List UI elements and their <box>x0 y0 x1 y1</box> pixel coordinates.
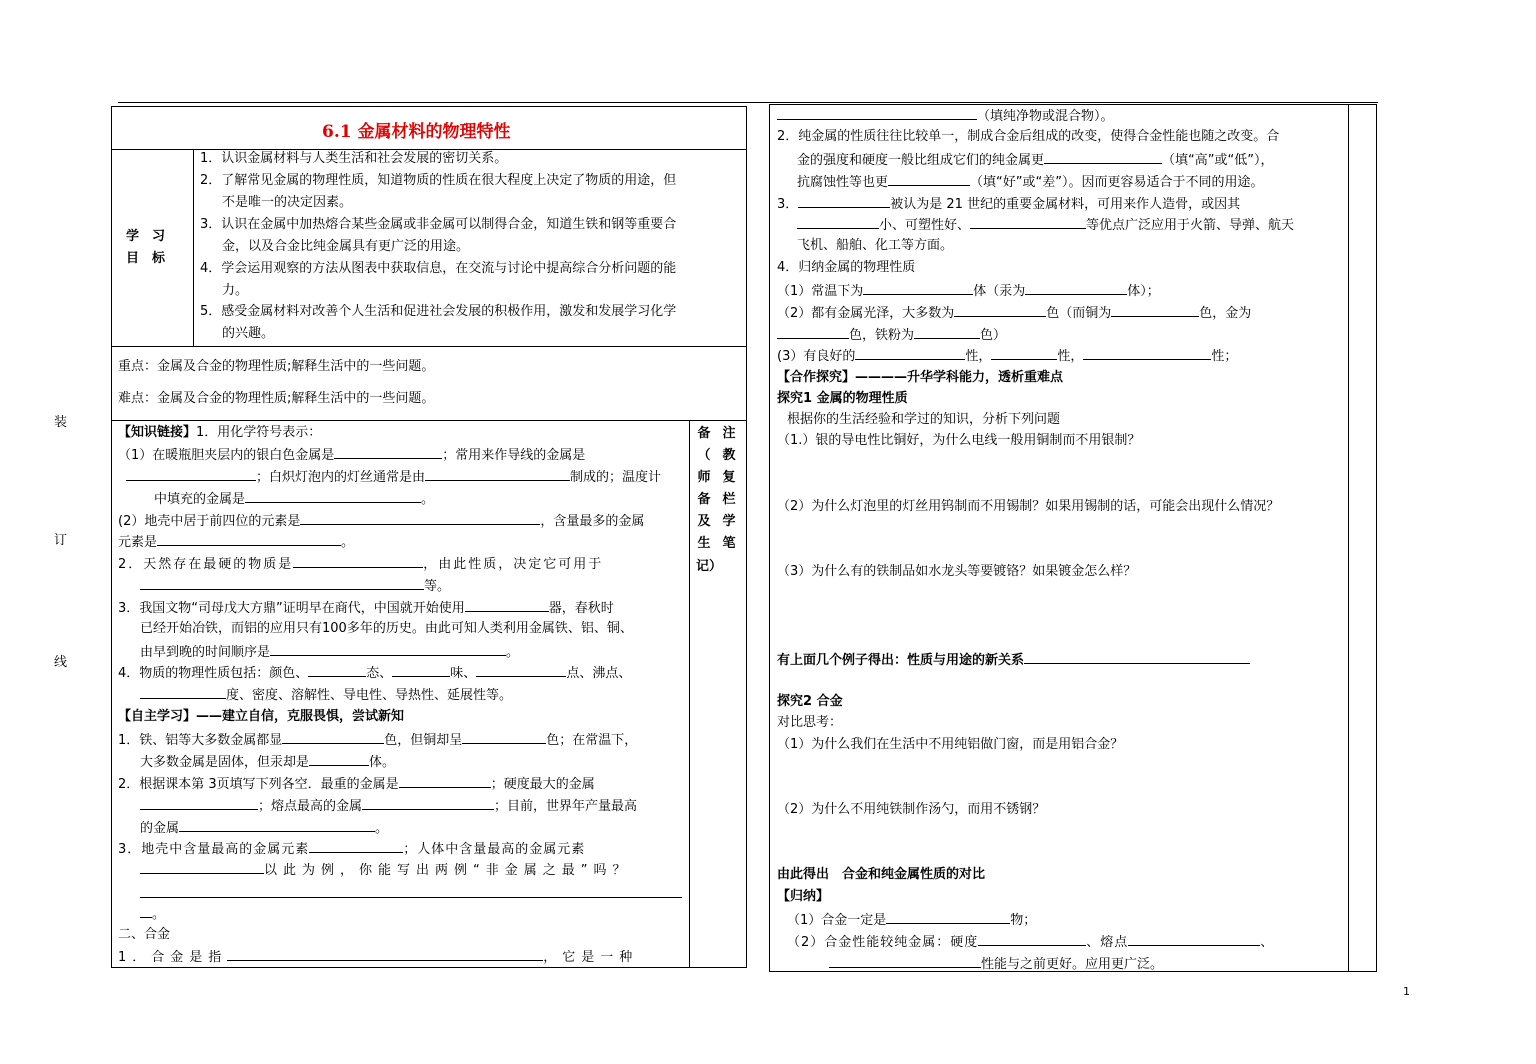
blank[interactable] <box>462 729 546 744</box>
fill-line: 等。 <box>140 575 450 597</box>
notes-char: 栏 <box>722 492 736 507</box>
blank[interactable] <box>140 859 264 874</box>
question: （1）为什么我们在生活中不用纯铝做门窗，而是用铝合金？ <box>777 737 1124 752</box>
right-notes-divider <box>1348 104 1349 972</box>
top-rule <box>118 102 1378 103</box>
fill-line: 小、可塑性好、 等优点广泛应用于火箭、导弹、航天 <box>797 214 1294 236</box>
compare-label: 对比思考： <box>777 715 843 730</box>
binding-char-1: 装 <box>54 415 68 430</box>
notes-char: 学 <box>722 514 736 529</box>
blank[interactable] <box>309 838 403 853</box>
notes-char: 教 <box>722 448 736 463</box>
fill-line: 度、密度、溶解性、导电性、导热性、延展性等。 <box>140 684 512 706</box>
blank[interactable] <box>777 324 849 339</box>
fill-line: （填纯净物或混合物）。 <box>777 105 1114 127</box>
explore1-head: 探究1 金属的物理性质 <box>777 391 908 406</box>
objectives-label-1: 学 习 <box>126 229 166 244</box>
explore1-intro: 根据你的生活经验和学过的知识，分析下列问题 <box>787 412 1061 427</box>
summary-head: 【归纳】 <box>777 889 830 904</box>
objective-line: 4．学会运用观察的方法从图表中获取信息，在交流与讨论中提高综合分析问题的能 <box>200 261 677 276</box>
blank[interactable] <box>991 345 1057 360</box>
blank[interactable] <box>1044 149 1162 164</box>
fill-line: 3． 被认为是 21 世纪的重要金属材料，可用来作人造骨，或因其 <box>777 193 1240 215</box>
blank[interactable] <box>886 909 1010 924</box>
blank[interactable] <box>1024 649 1250 664</box>
fill-line: 大多数金属是固体，但汞却是 体。 <box>140 751 395 773</box>
blank[interactable] <box>888 171 970 186</box>
fill-line: 4．物质的物理性质包括：颜色、 态、 味、 点、沸点、 <box>118 662 631 684</box>
fill-line: ；白炽灯泡内的灯丝通常是由 制成的；温度计 <box>126 466 661 488</box>
objective-line: 力。 <box>222 283 249 298</box>
notes-char: 生 <box>697 536 711 551</box>
fill-line: （2）都有金属光泽，大多数为 色（而铜为 色，金为 <box>777 302 1251 324</box>
blank[interactable] <box>425 466 570 481</box>
blank[interactable] <box>140 795 258 810</box>
fill-line: 以此为例，你能写出两例“非金属之最”吗？ <box>140 859 631 881</box>
difficult-points: 难点：金属及合金的物理性质;解释生活中的一些问题。 <box>118 391 435 406</box>
objectives-label-2: 目 标 <box>126 251 166 266</box>
knowledge-link-head: 【知识链接】 <box>118 425 197 440</box>
binding-char-3: 线 <box>54 655 68 670</box>
blank[interactable] <box>293 553 423 568</box>
text-line: 2．纯金属的性质往往比较单一，制成合金后组成的改变，使得合金性能也随之改变。合 <box>777 129 1280 144</box>
notes-col-left <box>694 423 714 555</box>
blank[interactable] <box>1128 931 1260 946</box>
blank[interactable] <box>140 684 226 699</box>
notes-col-right <box>718 423 740 555</box>
text-line: 飞机、船舶、化工等方面。 <box>797 238 954 253</box>
blank[interactable] <box>282 729 384 744</box>
conclusion-2: 由此得出 合金和纯金属性质的对比 <box>777 867 986 882</box>
fill-line: （1）在暖瓶胆夹层内的银白色金属是 ；常用来作导线的金属是 <box>118 444 585 466</box>
blank[interactable] <box>309 751 369 766</box>
objective-line: 金，以及合金比纯金属具有更广泛的用途。 <box>222 239 470 254</box>
blank[interactable] <box>1083 345 1211 360</box>
blank[interactable] <box>798 193 890 208</box>
blank[interactable] <box>308 662 366 677</box>
blank[interactable] <box>245 488 421 503</box>
question: （2）为什么灯泡里的灯丝用钨制而不用锡制？如果用锡制的话，可能会出现什么情况？ <box>777 499 1280 514</box>
coop-head: 【合作探究】————升华学科能力，透析重难点 <box>777 370 1064 385</box>
notes-column-divider <box>689 420 690 968</box>
blank[interactable] <box>362 795 494 810</box>
fill-line: (2）地壳中居于前四位的元素是 ，含量最多的金属 <box>118 510 644 532</box>
objective-line: 不是唯一的决定因素。 <box>222 195 353 210</box>
fill-line: （1）常温下为 体（汞为 体）； <box>777 280 1160 302</box>
explore2-head: 探究2 合金 <box>777 694 843 709</box>
objective-line: 的兴趣。 <box>222 326 275 341</box>
objective-line: 1．认识金属材料与人类生活和社会发展的密切关系。 <box>200 151 508 166</box>
fill-line: 由早到晚的时间顺序是 。 <box>140 641 519 663</box>
blank[interactable] <box>797 214 879 229</box>
text-line: 已经开始冶铁，而铝的应用只有100多年的历史。由此可知人类利用金属铁、铝、铜、 <box>140 621 633 636</box>
fill-line: （2）合金性能较纯金属：硬度 、熔点 、 <box>787 931 1274 953</box>
link-line: 【知识链接】1．用化学符号表示： <box>118 425 322 440</box>
fill-line: （1）合金一定是 物； <box>787 909 1036 931</box>
blank[interactable] <box>126 466 256 481</box>
blank[interactable] <box>300 510 540 525</box>
notes-char: 及 <box>697 514 711 529</box>
blank[interactable] <box>140 903 152 918</box>
blank[interactable] <box>227 946 543 961</box>
notes-char-last: 记） <box>696 559 723 574</box>
objective-line: 3．认识在金属中加热熔合某些金属或非金属可以制得合金，知道生铁和钢等重要合 <box>200 217 677 232</box>
question: （2）为什么不用纯铁制作汤勺，而用不锈钢？ <box>777 802 1046 817</box>
notes-char: （ <box>697 448 711 463</box>
fill-line: 性能与之前更好。应用更广泛。 <box>829 953 1163 975</box>
blank[interactable] <box>476 662 566 677</box>
fill-line: 金的强度和硬度一般比组成它们的纯金属更 （填“高”或“低”）， <box>797 149 1273 171</box>
text-line: 4．归纳金属的物理性质 <box>777 260 916 275</box>
blank[interactable] <box>465 597 549 612</box>
fill-line: 1．合金是指 ，它是一种 <box>118 946 638 968</box>
page-title: 6.1 金属材料的物理特性 <box>322 122 511 142</box>
fill-line: 的金属 。 <box>140 817 388 839</box>
notes-char: 笔 <box>722 536 736 551</box>
fill-line: ；熔点最高的金属 ；目前，世界年产量最高 <box>140 795 637 817</box>
blank[interactable] <box>829 953 981 968</box>
fill-line: 元素是 。 <box>118 531 354 553</box>
page-number: 1 <box>1403 985 1410 998</box>
objective-line: 5．感受金属材料对改善个人生活和促进社会发展的积极作用，激发和发展学习化学 <box>200 304 677 319</box>
fill-line: 2．天然存在最硬的物质是 ，由此性质，决定它可用于 <box>118 553 603 575</box>
notes-char: 复 <box>722 470 736 485</box>
key-points: 重点：金属及合金的物理性质;解释生活中的一些问题。 <box>118 359 435 374</box>
blank[interactable] <box>334 444 442 459</box>
blank[interactable] <box>777 105 977 120</box>
blank[interactable] <box>855 345 965 360</box>
objectives-bottom <box>111 346 747 347</box>
blank[interactable] <box>399 773 491 788</box>
blank[interactable] <box>978 931 1086 946</box>
blank[interactable] <box>179 817 375 832</box>
conclusion-1: 有上面几个例子得出：性质与用途的新关系 <box>777 649 1250 671</box>
objective-line: 2．了解常见金属的物理性质，知道物质的性质在很大程度上决定了物质的用途，但 <box>200 173 677 188</box>
fill-line: 中填充的金属是 。 <box>154 488 434 510</box>
blank[interactable] <box>1111 302 1199 317</box>
objectives-divider <box>193 149 194 346</box>
answer-line <box>140 897 682 898</box>
blank[interactable] <box>970 214 1086 229</box>
blank[interactable] <box>270 641 506 656</box>
fill-line: 3．我国文物“司母戊大方鼎”证明早在商代，中国就开始使用 器，春秋时 <box>118 597 614 619</box>
blank[interactable] <box>392 662 450 677</box>
blank[interactable] <box>914 324 980 339</box>
fill-line: 。 <box>140 903 165 925</box>
blank[interactable] <box>157 531 341 546</box>
blank[interactable] <box>954 302 1046 317</box>
fill-line: 2．根据课本第 3页填写下列各空．最重的金属是 ；硬度最大的金属 <box>118 773 595 795</box>
notes-char: 备 <box>697 426 711 441</box>
blank[interactable] <box>140 575 424 590</box>
self-study-head: 【自主学习】——建立自信，克服畏惧，尝试新知 <box>118 709 405 724</box>
fill-line: 色，铁粉为 色） <box>777 324 1006 346</box>
question: （1.）银的导电性比铜好，为什么电线一般用铜制而不用银制？ <box>777 433 1141 448</box>
blank[interactable] <box>863 280 973 295</box>
alloy-head: 二、合金 <box>118 927 171 942</box>
binding-char-2: 订 <box>54 533 68 548</box>
fill-line: 3．地壳中含量最高的金属元素 ；人体中含量最高的金属元素 <box>118 838 585 860</box>
keypoints-bottom <box>111 420 747 421</box>
notes-char: 备 <box>697 492 711 507</box>
fill-line: (3）有良好的 性， 性， 性； <box>777 345 1237 367</box>
blank[interactable] <box>1025 280 1127 295</box>
notes-char: 师 <box>697 470 711 485</box>
question: （3）为什么有的铁制品如水龙头等要镀铬？如果镀金怎么样？ <box>777 564 1137 579</box>
fill-line: 抗腐蚀性等也更 （填“好”或“差”）。因而更容易适合于不同的用途。 <box>797 171 1263 193</box>
notes-char: 注 <box>722 426 736 441</box>
fill-line: 1．铁、铝等大多数金属都显 色，但铜却呈 色；在常温下， <box>118 729 637 751</box>
